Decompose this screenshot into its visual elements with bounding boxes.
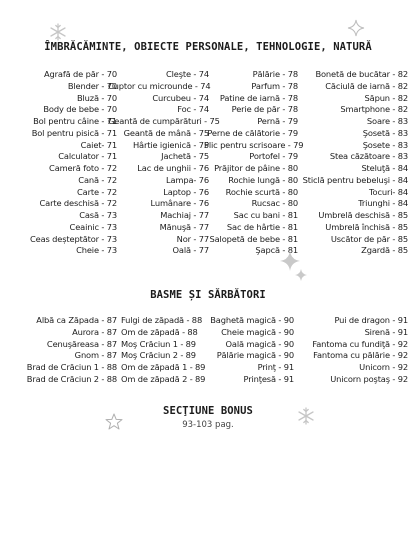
index-entry: Brad de Crăciun 1 - 88 [26, 362, 117, 372]
index-entry: Cană - 72 [78, 174, 117, 185]
index-entry: Sac de hârtie - 81 [226, 221, 298, 232]
index-entry: Lumânare - 76 [150, 198, 209, 209]
index-entry: Rochie lungă - 80 [228, 174, 298, 185]
index-entry: Bonetă de bucătar - 82 [315, 69, 408, 79]
index-entry: Uscător de păr - 85 [330, 233, 408, 244]
bonus-pages: 93-103 pag. [182, 420, 234, 430]
bonus-title: SECŢIUNE BONUS [163, 405, 253, 417]
index-entry: Soare - 83 [366, 116, 408, 126]
index-entry: Umbrelă deschisă - 85 [318, 210, 408, 220]
star-icon [104, 412, 124, 432]
index-entry: Cameră foto - 72 [49, 163, 117, 173]
index-column-2 [108, 69, 220, 257]
index-entry: Rochie scurtă - 80 [225, 186, 298, 197]
index-entry: Geantă de cumpărături - 75 [108, 116, 220, 126]
index-column-3 [204, 69, 304, 257]
index-entry: Stea căzătoare - 83 [329, 151, 408, 162]
index-entry: Tocuri- 84 [369, 186, 408, 197]
index-entry: Calculator - 71 [58, 151, 117, 162]
index-column-4 [296, 315, 408, 386]
index-entry: Caiet- 71 [80, 139, 117, 150]
index-entry: Pălărie magică - 90 [216, 350, 294, 361]
index-entry: Agrafă de păr - 70 [44, 69, 117, 79]
index-entry: Aurora - 87 [72, 326, 117, 337]
index-entry: Casă - 73 [79, 210, 117, 220]
index-entry: Rucsac - 80 [251, 198, 298, 209]
index-entry: Prinţ - 91 [257, 362, 294, 372]
index-entry: Săpun - 82 [364, 92, 408, 103]
index-entry: Om de zăpadă 1 - 89 [121, 362, 206, 372]
index-entry: Machiaj - 77 [160, 210, 209, 220]
index-entry: Şosetă - 83 [362, 127, 408, 138]
index-entry: Smartphone - 82 [340, 104, 408, 115]
index-entry: Nor - 77 [176, 233, 209, 244]
index-entry: Umbrelă închisă - 85 [325, 221, 408, 232]
index-entry: Steluţă - 84 [361, 163, 408, 173]
index-entry: Sticlă pentru bebeluşi - 84 [302, 174, 408, 185]
index-column-1 [10, 69, 117, 257]
index-entry: Moş Crăciun 1 - 89 [121, 338, 196, 349]
index-entry: Căciulă de iarnă - 82 [325, 80, 408, 91]
index-entry: Şosete - 83 [362, 139, 408, 150]
index-entry: Geantă de mână - 75 [123, 127, 209, 138]
index-entry: Body de bebe - 70 [43, 104, 117, 115]
index-column-1 [10, 315, 117, 386]
index-entry: Blender - 70 [67, 80, 117, 91]
index-entry: Parfum - 78 [251, 80, 298, 91]
index-entry: Cenuşăreasa - 87 [46, 338, 117, 349]
snowflake-icon [296, 406, 316, 426]
index-entry: Fantoma cu fundiţă - 92 [312, 338, 408, 349]
index-entry: Gnom - 87 [74, 350, 117, 361]
small-sparkle-icon [294, 268, 308, 282]
index-entry: Albă ca Zăpada - 87 [36, 315, 117, 325]
index-entry: Pui de dragon - 91 [334, 315, 408, 325]
index-entry: Moş Crăciun 2 - 89 [121, 350, 196, 361]
index-entry: Ceas deșteptător - 73 [29, 233, 117, 244]
index-entry: Sirenă - 91 [364, 326, 408, 337]
index-entry: Perie de păr - 78 [231, 104, 298, 115]
index-entry: Perne de călătorie - 79 [207, 127, 298, 138]
index-entry: Prinţesă - 91 [243, 373, 294, 384]
index-entry: Salopetă de bebe - 81 [209, 233, 298, 244]
index-entry: Fantoma cu pălărie - 92 [313, 350, 408, 361]
index-entry: Triunghi - 84 [358, 198, 408, 209]
index-entry: Oală magică - 90 [225, 338, 294, 349]
index-entry: Om de zăpadă 2 - 89 [121, 373, 206, 384]
index-entry: Laptop - 76 [163, 186, 209, 197]
index-entry: Carte - 72 [77, 186, 117, 197]
index-entry: Cheie magică - 90 [221, 326, 294, 337]
snowflake-icon [48, 22, 68, 42]
index-column-4 [296, 69, 408, 257]
index-entry: Curcubeu - 74 [152, 92, 209, 103]
index-entry: Foc - 74 [177, 104, 209, 115]
section-title-fairy-tales: BASME ȘI SĂRBĂTORI [150, 289, 266, 301]
index-entry: Ceainic - 73 [69, 221, 117, 232]
index-entry: Fulgi de zăpadă - 88 [121, 315, 203, 325]
index-entry: Şapcă - 81 [255, 245, 298, 256]
index-entry: Oală - 77 [172, 245, 209, 256]
index-entry: Cheie - 73 [76, 245, 117, 256]
index-entry: Sac cu bani - 81 [233, 210, 298, 220]
sparkle-icon [346, 18, 366, 38]
index-entry: Patine de iarnă - 78 [219, 92, 298, 103]
index-entry: Pălărie - 78 [252, 69, 298, 79]
index-entry: Jachetă - 75 [161, 151, 209, 162]
index-column-3 [200, 315, 294, 386]
index-entry: Hârtie igienică - 75 [132, 139, 209, 150]
index-entry: Unicorn poştaş - 92 [330, 373, 408, 384]
index-entry: Plic pentru scrisoare - 79 [204, 139, 304, 150]
index-entry: Bluză - 70 [76, 92, 117, 103]
index-entry: Carte deschisă - 72 [39, 198, 117, 209]
index-entry: Cleşte - 74 [165, 69, 209, 79]
index-entry: Prăjitor de pâine - 80 [214, 163, 298, 173]
index-entry: Om de zăpadă - 88 [121, 326, 198, 337]
index-entry: Mănuşă - 77 [159, 221, 209, 232]
index-entry: Lampa- 76 [166, 174, 209, 185]
index-entry: Brad de Crăciun 2 - 88 [26, 373, 117, 384]
index-entry: Portofel - 79 [249, 151, 298, 162]
index-entry: Zgardă - 85 [361, 245, 408, 256]
index-entry: Baghetă magică - 90 [210, 315, 294, 325]
index-entry: Cuptor cu microunde - 74 [108, 80, 211, 91]
index-entry: Unicorn - 92 [359, 362, 408, 372]
index-entry: Bol pentru pisică - 71 [31, 127, 117, 138]
section-title-clothing: ÎMBRĂCĂMINTE, OBIECTE PERSONALE, TEHNOLOGIE, NATURĂ [44, 41, 372, 53]
index-entry: Lac de unghii - 76 [137, 163, 209, 173]
index-entry: Bol pentru câine - 71 [33, 116, 117, 126]
index-entry: Pernă - 79 [257, 116, 298, 126]
